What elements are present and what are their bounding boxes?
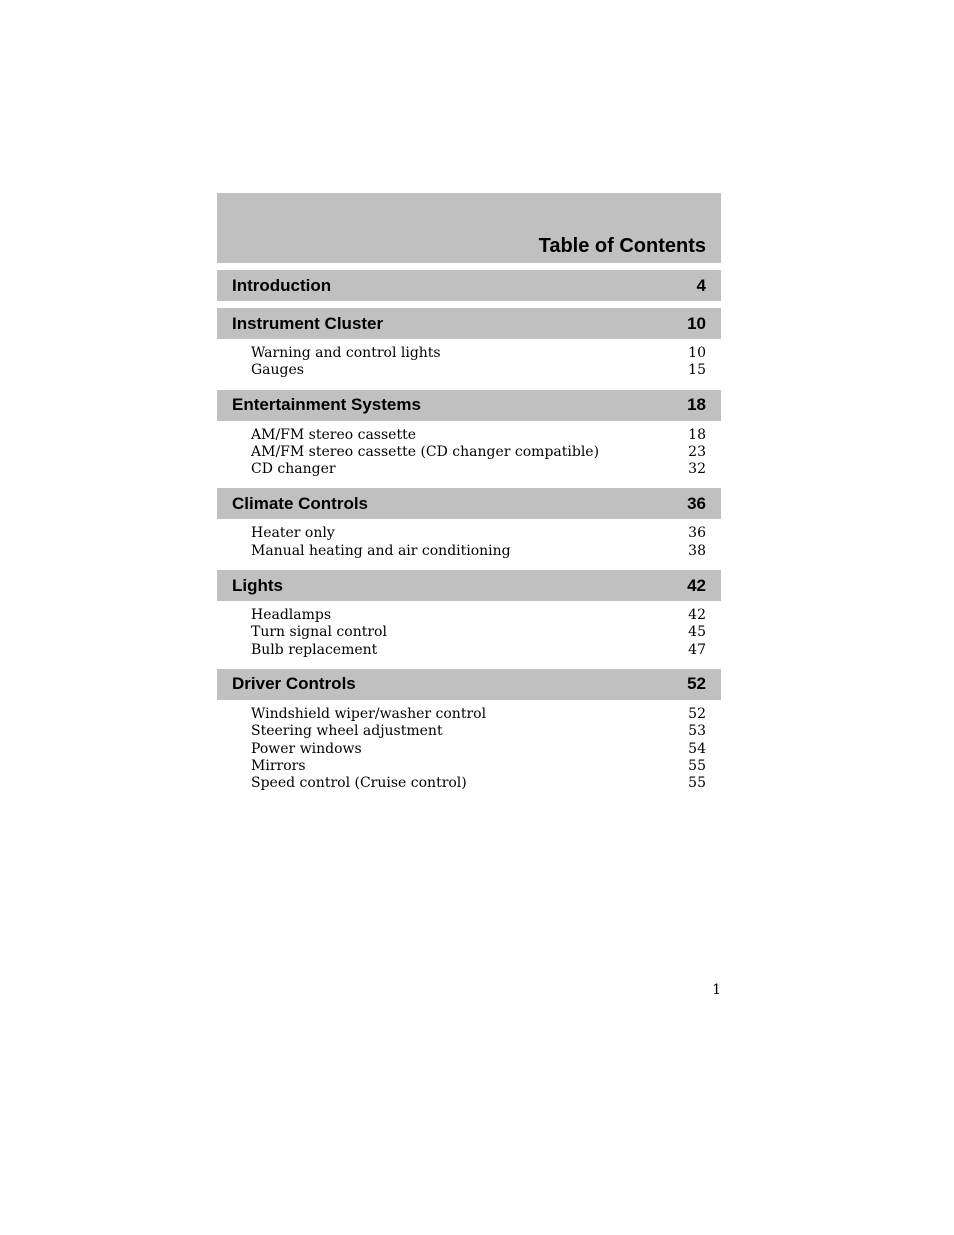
subsection-page-number: 55: [688, 775, 706, 792]
title-band: [217, 193, 721, 263]
page-title: Table of Contents: [538, 235, 706, 257]
section-page-number: 36: [687, 493, 706, 513]
table-of-contents: [217, 193, 721, 795]
subsection-page-number: 36: [688, 525, 706, 542]
section-heading[interactable]: [217, 390, 721, 421]
subsection-title: Headlamps: [251, 607, 332, 624]
subsection-page-number: 54: [688, 740, 706, 757]
section-page-number: 18: [687, 395, 706, 415]
subsection-entry[interactable]: [251, 741, 706, 758]
section-title: Entertainment Systems: [232, 395, 421, 415]
section-page-number: 52: [687, 674, 706, 694]
subsection-list: [217, 700, 721, 795]
subsection-page-number: 45: [688, 624, 706, 641]
subsection-entry[interactable]: [251, 758, 706, 775]
section-title: Instrument Cluster: [232, 313, 384, 333]
subsection-title: CD changer: [251, 461, 336, 478]
subsection-entry[interactable]: [251, 723, 706, 740]
subsection-entry[interactable]: [251, 461, 706, 478]
subsection-entry[interactable]: [251, 775, 706, 792]
toc-section: [217, 488, 721, 563]
subsection-title: Bulb replacement: [251, 641, 378, 658]
subsection-title: Speed control (Cruise control): [251, 775, 467, 792]
subsection-list: [217, 601, 721, 662]
subsection-entry[interactable]: [251, 444, 706, 461]
subsection-page-number: 53: [688, 723, 706, 740]
subsection-page-number: 55: [688, 757, 706, 774]
subsection-title: Manual heating and air conditioning: [251, 542, 511, 559]
section-heading[interactable]: [217, 570, 721, 601]
subsection-page-number: 47: [688, 641, 706, 658]
subsection-page-number: 18: [688, 426, 706, 443]
section-title: Driver Controls: [232, 674, 356, 694]
section-heading[interactable]: [217, 669, 721, 700]
subsection-title: Windshield wiper/washer control: [251, 705, 487, 722]
subsection-page-number: 15: [688, 362, 706, 379]
subsection-entry[interactable]: [251, 525, 706, 542]
subsection-entry[interactable]: [251, 362, 706, 379]
toc-section: [217, 390, 721, 482]
toc-section: [217, 570, 721, 662]
section-heading[interactable]: [217, 488, 721, 519]
section-page-number: 42: [687, 575, 706, 595]
page-number: 1: [712, 982, 721, 998]
subsection-title: Turn signal control: [251, 624, 387, 641]
subsection-entry[interactable]: [251, 624, 706, 641]
section-title: Lights: [232, 575, 283, 595]
subsection-title: AM/FM stereo cassette (CD changer compatible): [251, 443, 600, 460]
toc-section: [217, 669, 721, 795]
subsection-title: Heater only: [251, 525, 335, 542]
subsection-entry[interactable]: [251, 706, 706, 723]
subsection-title: Mirrors: [251, 757, 306, 774]
section-heading[interactable]: [217, 308, 721, 339]
subsection-title: AM/FM stereo cassette: [251, 426, 416, 443]
subsection-page-number: 42: [688, 607, 706, 624]
section-title: Introduction: [232, 275, 332, 295]
subsection-title: Warning and control lights: [251, 345, 441, 361]
subsection-page-number: 23: [688, 443, 706, 460]
subsection-page-number: 52: [688, 705, 706, 722]
section-heading[interactable]: [217, 270, 721, 301]
toc-section: [217, 308, 721, 383]
section-page-number: 10: [687, 313, 706, 333]
subsection-entry[interactable]: [251, 642, 706, 659]
subsection-list: [217, 339, 721, 383]
subsection-entry[interactable]: [251, 427, 706, 444]
subsection-page-number: 10: [688, 345, 706, 361]
subsection-title: Steering wheel adjustment: [251, 723, 443, 740]
toc-sections: [217, 270, 721, 795]
subsection-title: Gauges: [251, 362, 304, 379]
toc-section: [217, 270, 721, 301]
subsection-title: Power windows: [251, 740, 362, 757]
subsection-entry[interactable]: [251, 607, 706, 624]
subsection-list: [217, 421, 721, 482]
subsection-list: [217, 519, 721, 563]
section-title: Climate Controls: [232, 493, 369, 513]
subsection-page-number: 38: [688, 542, 706, 559]
subsection-entry[interactable]: [251, 543, 706, 560]
subsection-entry[interactable]: [251, 345, 706, 362]
subsection-page-number: 32: [688, 461, 706, 478]
section-page-number: 4: [696, 275, 706, 295]
